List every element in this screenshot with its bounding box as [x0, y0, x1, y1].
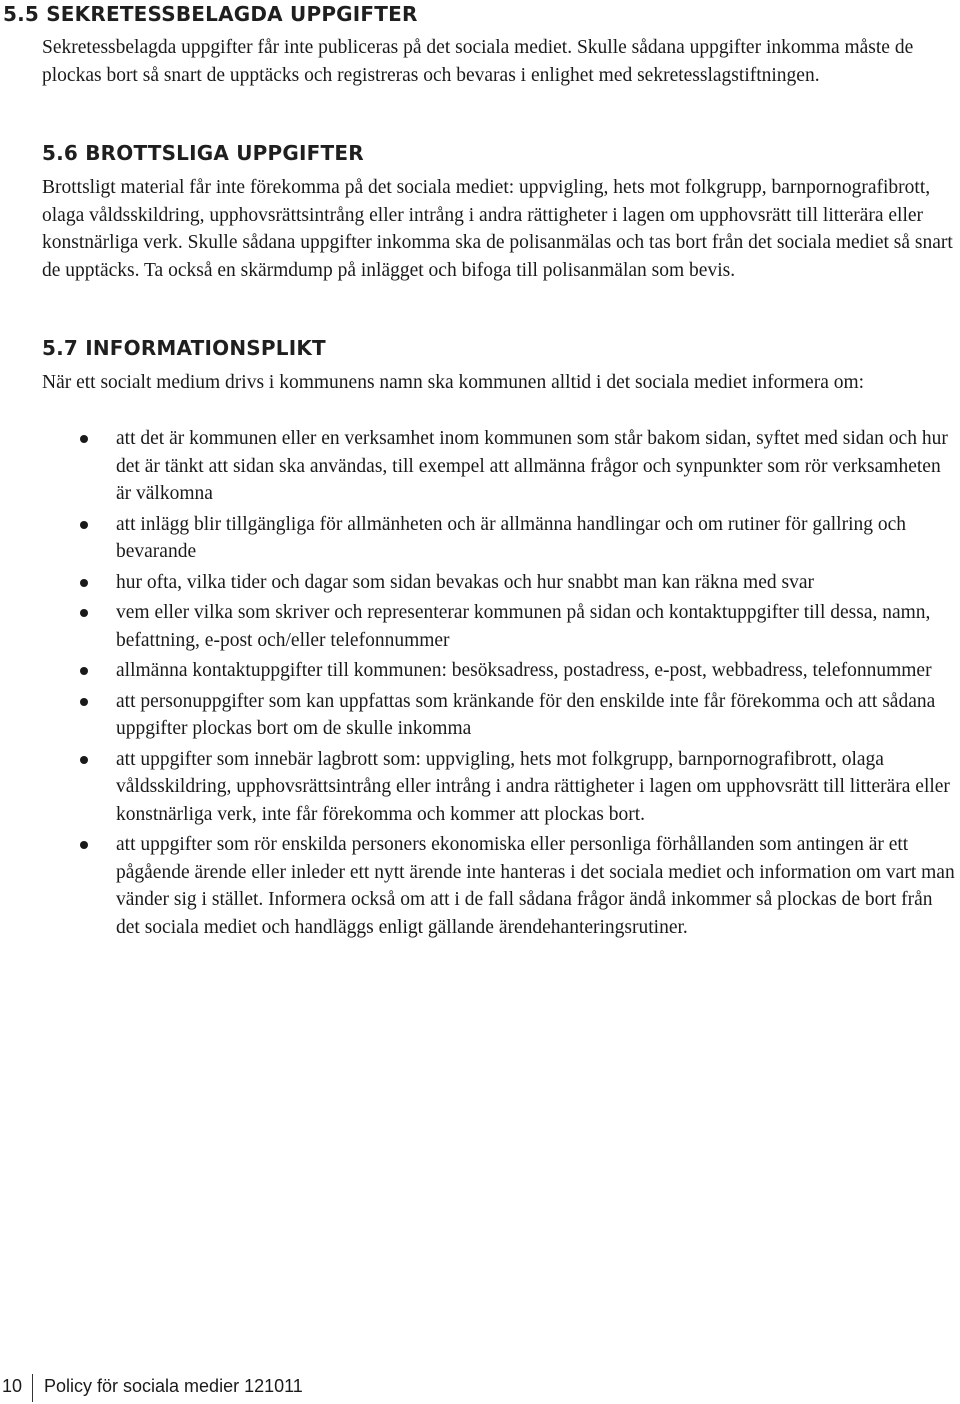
list-item-text: att uppgifter som rör enskilda personers ekonomiska eller personliga förhållanden som antingen är ett pågående ärende eller inleder ett nytt ärende inte hanteras i det sociala mediet och information om vart man vänder sig i stället. Informera också om att i de fall sådana frågor ändå inkommer så plockas de bort från det sociala mediet och handläggs enligt gällande ärendehanteringsrutiner. [116, 834, 955, 938]
list-item-text: att personuppgifter som kan uppfattas som kränkande för den enskilde inte får förekomma och att sådana uppgifter plockas bort om de skulle inkomma [116, 690, 936, 739]
bullet-icon [80, 609, 88, 617]
list-item [80, 425, 960, 508]
list-item-text: att uppgifter som innebär lagbrott som: uppvigling, hets mot folkgrupp, barnpornografibrott, olaga våldsskildring, upphovsrättsintrång eller intrång i andra rättigheter i lagen om upphovsrätt till litterära eller konstnärliga verk, inte får förekomma och kommer att plockas bort. [116, 748, 950, 825]
section-heading-sekretess: 5.5 SEKRETESSBELAGDA UPPGIFTER [3, 2, 418, 26]
bullet-icon [80, 435, 88, 443]
list-item-text: att inlägg blir tillgängliga för allmänheten och är allmänna handlingar och om rutiner för gallring och bevarande [116, 513, 907, 562]
page-footer [0, 1374, 960, 1404]
list-item [80, 688, 960, 743]
list-item [80, 831, 960, 941]
informationsplikt-list [80, 425, 960, 944]
list-item-text: hur ofta, vilka tider och dagar som sidan bevakas och hur snabbt man kan räkna med svar [116, 571, 814, 593]
section-heading-brottsliga: 5.6 BROTTSLIGA UPPGIFTER [42, 141, 364, 165]
list-item-text: vem eller vilka som skriver och representerar kommunen på sidan och kontaktuppgifter till dessa, namn, befattning, e-post och/eller telefonnummer [116, 602, 931, 651]
bullet-icon [80, 579, 88, 587]
bullet-icon [80, 756, 88, 764]
list-item-text: att det är kommunen eller en verksamhet inom kommunen som står bakom sidan, syftet med sidan och hur det är tänkt att sidan ska användas, till exempel att allmänna frågor och synpunkter som rör verksamheten är välkomna [116, 428, 948, 504]
section-body-sekretess: Sekretessbelagda uppgifter får inte publiceras på det sociala mediet. Skulle sådana uppgifter inkomma måste de plockas bort så snart de upptäcks och registreras och bevaras i enlighet med sekretesslagstiftningen. [42, 37, 914, 86]
list-item [80, 657, 960, 685]
footer-divider [32, 1374, 33, 1402]
bullet-icon [80, 521, 88, 529]
bullet-icon [80, 667, 88, 675]
section-body-informationsplikt: När ett socialt medium drivs i kommunens namn ska kommunen alltid i det sociala mediet informera om: [42, 372, 865, 393]
list-item [80, 511, 960, 566]
bullet-icon [80, 841, 88, 849]
list-item [80, 599, 960, 654]
list-item-text: allmänna kontaktuppgifter till kommunen: besöksadress, postadress, e-post, webbadress, telefonnummer [116, 660, 932, 681]
section-heading-informationsplikt: 5.7 INFORMATIONSPLIKT [42, 336, 326, 360]
list-item [80, 746, 960, 829]
bullet-icon [80, 698, 88, 706]
document-title: Policy för sociala medier 121011 [44, 1376, 303, 1396]
section-body-brottsliga: Brottsligt material får inte förekomma på det sociala mediet: uppvigling, hets mot folkgrupp, barnpornografibrott, olaga våldsskildring, upphovsrättsintrång eller intrång i andra rättigheter i lagen om upphovsrätt till litterära eller konstnärliga verk. Skulle sådana uppgifter inkomma ska de polisanmälas och tas bort från det sociala mediet så snart de upptäcks. Ta också en skärmdump på inlägget och bifoga till polisanmälan som bevis. [42, 177, 953, 281]
list-item [80, 569, 960, 597]
page-number: 10 [2, 1376, 23, 1396]
